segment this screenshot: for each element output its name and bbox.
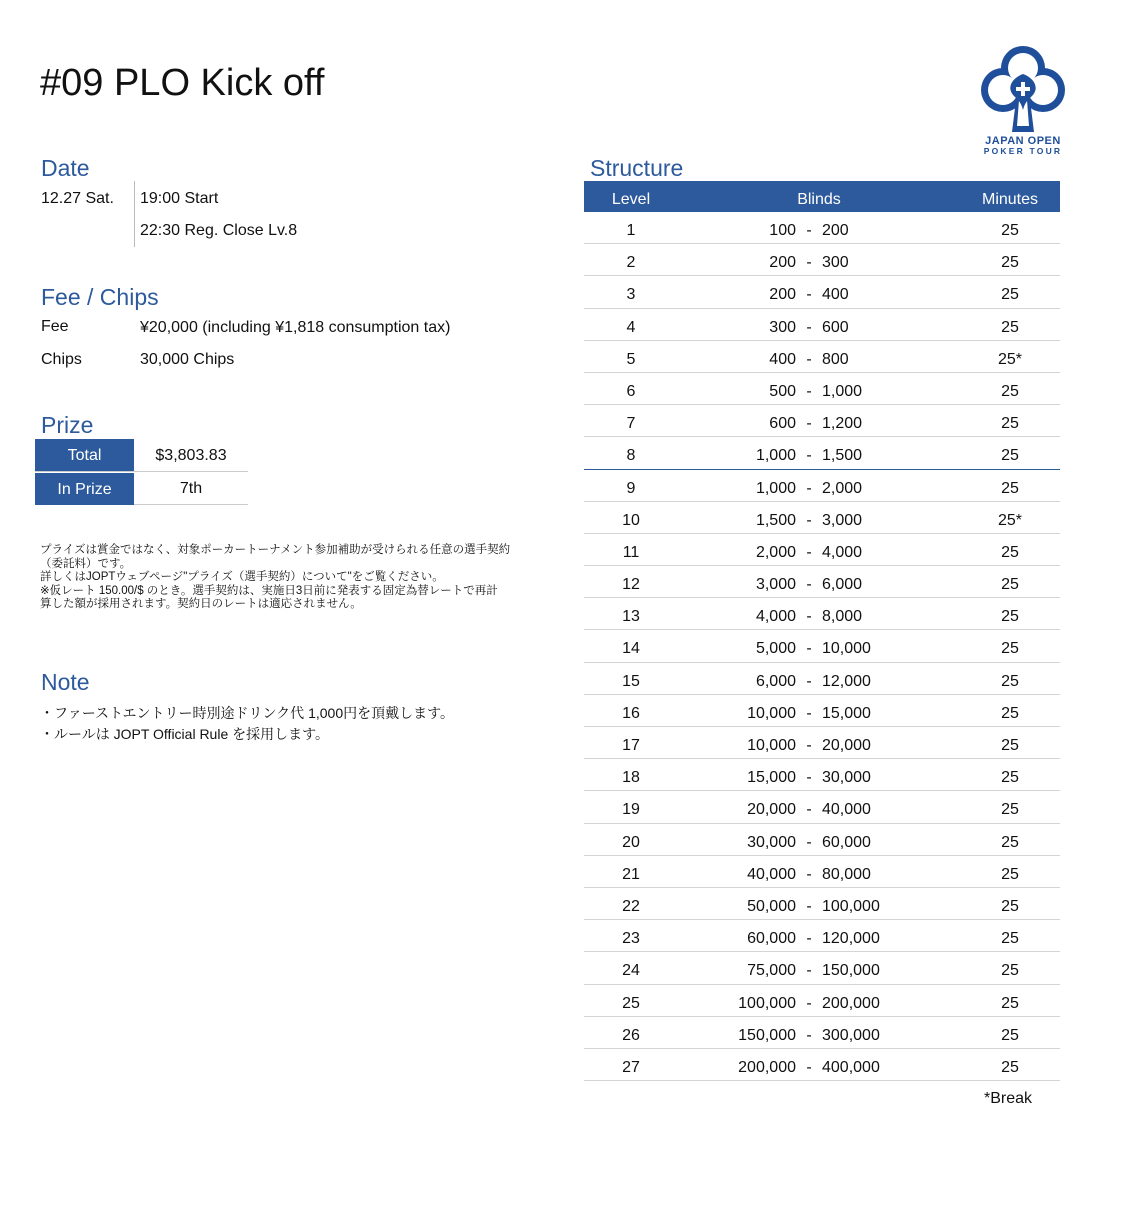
structure-row (584, 470, 1060, 502)
logo-text-line1: JAPAN OPEN (985, 135, 1061, 147)
minutes-cell: 25 (1001, 286, 1019, 304)
big-blind-cell: 80,000 (822, 865, 871, 883)
structure-row (584, 663, 1060, 695)
minutes-cell: 25* (997, 350, 1023, 368)
date-heading: Date (41, 155, 90, 181)
prize-in-prize-label: In Prize (35, 472, 134, 505)
small-blind-cell: 500 (769, 382, 796, 400)
minutes-cell: 25 (1001, 640, 1019, 658)
blind-separator: - (806, 1026, 812, 1044)
structure-row (584, 437, 1060, 469)
structure-row (584, 952, 1060, 984)
blind-separator: - (806, 576, 812, 594)
blind-separator: - (806, 222, 812, 239)
level-cell: 25 (622, 994, 640, 1012)
big-blind-cell: 2,000 (822, 479, 863, 497)
structure-row (584, 888, 1060, 920)
structure-heading: Structure (590, 155, 684, 181)
big-blind-cell: 20,000 (822, 737, 871, 754)
minutes-cell: 25 (1001, 447, 1019, 465)
big-blind-cell: 100,000 (822, 897, 880, 915)
big-blind-cell: 800 (822, 350, 849, 368)
big-blind-cell: 60,000 (822, 833, 871, 851)
big-blind-cell: 400 (822, 286, 849, 304)
big-blind-cell: 200,000 (822, 994, 880, 1012)
note-line-rule: ・ルールは JOPT Official Rule を採用します。 (40, 726, 330, 742)
page-title: #09 PLO Kick off (40, 62, 325, 104)
minutes-cell: 25 (1001, 994, 1019, 1012)
blind-separator: - (806, 994, 812, 1012)
minutes-cell: 25 (1001, 865, 1019, 883)
jopt-logo (976, 44, 1070, 160)
minutes-cell: 25 (1001, 930, 1019, 948)
level-cell: 11 (622, 543, 640, 561)
level-cell: 23 (622, 930, 640, 948)
level-cell: 6 (626, 382, 636, 400)
level-cell: 12 (622, 576, 640, 594)
break-note: *Break (984, 1090, 1033, 1107)
level-cell: 5 (626, 350, 636, 368)
blind-separator: - (806, 543, 812, 561)
big-blind-cell: 10,000 (822, 640, 871, 658)
blind-separator: - (806, 833, 812, 851)
small-blind-cell: 6,000 (755, 672, 796, 690)
small-blind-cell: 200 (769, 286, 796, 304)
small-blind-cell: 60,000 (747, 930, 796, 948)
small-blind-cell: 15,000 (747, 769, 796, 787)
small-blind-cell: 75,000 (747, 962, 796, 980)
blind-separator: - (806, 801, 812, 819)
level-cell: 3 (626, 286, 636, 304)
prize-disclaimer (40, 544, 530, 612)
minutes-cell: 25 (1001, 254, 1019, 272)
small-blind-cell: 4,000 (755, 608, 796, 626)
structure-row (584, 276, 1060, 308)
level-cell: 8 (626, 447, 636, 465)
structure-row (584, 759, 1060, 791)
big-blind-cell: 40,000 (822, 801, 871, 819)
reg-close-time: 22:30 Reg. Close Lv.8 (140, 222, 298, 239)
date-day: 12.27 Sat. (41, 190, 114, 207)
small-blind-cell: 20,000 (747, 801, 796, 819)
level-cell: 9 (626, 479, 636, 497)
blind-separator: - (806, 511, 812, 529)
small-blind-cell: 150,000 (738, 1026, 796, 1044)
blind-separator: - (806, 415, 812, 433)
blind-separator: - (806, 254, 812, 272)
small-blind-cell: 100,000 (738, 994, 796, 1012)
structure-row (584, 212, 1060, 244)
blind-separator: - (806, 608, 812, 626)
structure-row (584, 985, 1060, 1017)
note-list (40, 703, 454, 745)
minutes-cell: 25 (1001, 672, 1019, 690)
big-blind-cell: 3,000 (822, 511, 863, 529)
big-blind-cell: 400,000 (822, 1058, 880, 1076)
structure-row (584, 309, 1060, 341)
date-divider (134, 181, 135, 247)
prize-in-prize-value: 7th (179, 480, 203, 497)
blind-separator: - (806, 737, 812, 754)
level-cell: 4 (626, 318, 636, 336)
minutes-cell: 25 (1001, 382, 1019, 400)
disclaimer-line: プライズは賞金ではなく、対象ポーカートーナメント参加補助が受けられる任意の選手契約 (40, 544, 511, 556)
structure-row (584, 341, 1060, 373)
fee-chips-heading: Fee / Chips (41, 284, 159, 310)
disclaimer-line: 算した額が採用されます。契約日のレートは適応されません。 (40, 598, 362, 610)
structure-table (584, 181, 1060, 1081)
blind-separator: - (806, 704, 812, 722)
small-blind-cell: 600 (769, 415, 796, 433)
minutes-cell: 25* (997, 511, 1023, 529)
start-time: 19:00 Start (140, 190, 219, 207)
prize-row-in-prize (35, 472, 248, 505)
small-blind-cell: 1,000 (755, 447, 796, 465)
structure-row (584, 244, 1060, 276)
minutes-cell: 25 (1001, 222, 1019, 239)
minutes-cell: 25 (1001, 704, 1019, 722)
blind-separator: - (806, 769, 812, 787)
level-cell: 2 (626, 254, 636, 272)
minutes-cell: 25 (1001, 1058, 1019, 1076)
level-cell: 27 (622, 1058, 640, 1076)
big-blind-cell: 1,500 (822, 447, 863, 465)
club-logo-icon (976, 44, 1070, 136)
level-cell: 24 (622, 962, 640, 980)
blind-separator: - (806, 897, 812, 915)
structure-row (584, 373, 1060, 405)
structure-row (584, 695, 1060, 727)
structure-row (584, 502, 1060, 534)
small-blind-cell: 200,000 (738, 1058, 796, 1076)
minutes-cell: 25 (1001, 769, 1019, 787)
blind-separator: - (806, 962, 812, 980)
small-blind-cell: 3,000 (755, 576, 796, 594)
blind-separator: - (806, 865, 812, 883)
structure-row (584, 920, 1060, 952)
level-cell: 14 (622, 640, 640, 658)
small-blind-cell: 30,000 (747, 833, 796, 851)
small-blind-cell: 300 (769, 318, 796, 336)
prize-total-value: $3,803.83 (155, 447, 227, 464)
big-blind-cell: 600 (822, 318, 849, 336)
minutes-cell: 25 (1001, 737, 1019, 754)
level-cell: 22 (622, 897, 640, 915)
prize-heading: Prize (41, 412, 94, 438)
level-cell: 10 (622, 511, 640, 529)
minutes-cell: 25 (1001, 1026, 1019, 1044)
blind-separator: - (806, 640, 812, 658)
small-blind-cell: 200 (769, 254, 796, 272)
structure-row (584, 727, 1060, 759)
structure-body (584, 212, 1060, 1081)
big-blind-cell: 150,000 (822, 962, 880, 980)
level-cell: 26 (622, 1026, 640, 1044)
note-heading: Note (41, 669, 90, 695)
blind-separator: - (806, 318, 812, 336)
big-blind-cell: 300 (822, 254, 849, 272)
blind-separator: - (806, 479, 812, 497)
prize-total-label: Total (35, 439, 134, 471)
minutes-cell: 25 (1001, 897, 1019, 915)
small-blind-cell: 10,000 (747, 737, 796, 754)
minutes-cell: 25 (1001, 576, 1019, 594)
minutes-cell: 25 (1001, 801, 1019, 819)
big-blind-cell: 12,000 (822, 672, 871, 690)
level-cell: 21 (622, 865, 640, 883)
disclaimer-line: （委託料）です。 (40, 557, 132, 570)
level-cell: 13 (622, 608, 640, 626)
level-cell: 18 (622, 769, 640, 787)
fee-label: Fee (41, 318, 69, 335)
small-blind-cell: 10,000 (747, 704, 796, 722)
big-blind-cell: 8,000 (822, 608, 863, 626)
structure-row (584, 405, 1060, 437)
blind-separator: - (806, 382, 812, 400)
minutes-cell: 25 (1001, 543, 1019, 561)
big-blind-cell: 1,000 (822, 382, 863, 400)
big-blind-cell: 4,000 (822, 543, 863, 561)
chips-value: 30,000 Chips (140, 351, 235, 368)
small-blind-cell: 5,000 (755, 640, 796, 658)
blind-separator: - (806, 672, 812, 690)
big-blind-cell: 1,200 (822, 415, 863, 433)
minutes-cell: 25 (1001, 415, 1019, 433)
structure-row (584, 534, 1060, 566)
note-line-drink: ・ファーストエントリー時別途ドリンク代 1,000円を頂戴します。 (40, 705, 454, 721)
minutes-cell: 25 (1001, 318, 1019, 336)
logo-text-line2: POKER TOUR (983, 146, 1063, 156)
structure-row (584, 856, 1060, 888)
level-cell: 17 (622, 737, 640, 754)
small-blind-cell: 2,000 (755, 543, 796, 561)
big-blind-cell: 30,000 (822, 769, 871, 787)
structure-row (584, 598, 1060, 630)
blind-separator: - (806, 447, 812, 465)
small-blind-cell: 50,000 (747, 897, 796, 915)
big-blind-cell: 120,000 (822, 930, 880, 948)
small-blind-cell: 100 (769, 222, 796, 239)
small-blind-cell: 40,000 (747, 865, 796, 883)
blind-separator: - (806, 930, 812, 948)
blinds-column-header: Blinds (797, 191, 841, 208)
big-blind-cell: 300,000 (822, 1026, 880, 1044)
disclaimer-line: ※仮レート 150.00/$ のとき。選手契約は、実施日3日前に発表する固定為替レートで再計 (40, 584, 498, 597)
chips-label: Chips (41, 351, 82, 368)
structure-header-row (584, 181, 1060, 212)
disclaimer-line: 詳しくはJOPTウェブページ"プライズ（選手契約）について"をご覧ください。 (40, 571, 444, 583)
structure-row (584, 824, 1060, 856)
small-blind-cell: 1,500 (755, 511, 796, 529)
blind-separator: - (806, 350, 812, 368)
big-blind-cell: 6,000 (822, 576, 863, 594)
level-cell: 16 (622, 704, 640, 722)
structure-row (584, 630, 1060, 662)
minutes-cell: 25 (1001, 479, 1019, 497)
blind-separator: - (806, 1058, 812, 1076)
small-blind-cell: 1,000 (755, 479, 796, 497)
structure-row (584, 1049, 1060, 1081)
minutes-cell: 25 (1001, 962, 1019, 980)
big-blind-cell: 200 (822, 222, 849, 239)
structure-row (584, 566, 1060, 598)
minutes-column-header: Minutes (981, 191, 1039, 208)
structure-row (584, 791, 1060, 823)
structure-row (584, 1017, 1060, 1049)
level-cell: 20 (622, 833, 640, 851)
minutes-cell: 25 (1001, 833, 1019, 851)
level-cell: 15 (622, 672, 640, 690)
level-column-header: Level (611, 191, 651, 208)
level-cell: 19 (622, 801, 640, 819)
fee-value: ¥20,000 (including ¥1,818 consumption tax) (140, 319, 451, 336)
big-blind-cell: 15,000 (822, 704, 871, 722)
level-cell: 1 (626, 222, 636, 239)
blind-separator: - (806, 286, 812, 304)
prize-table (35, 439, 248, 505)
minutes-cell: 25 (1001, 608, 1019, 626)
level-cell: 7 (626, 415, 636, 433)
small-blind-cell: 400 (769, 350, 796, 368)
prize-row-total (35, 439, 248, 472)
